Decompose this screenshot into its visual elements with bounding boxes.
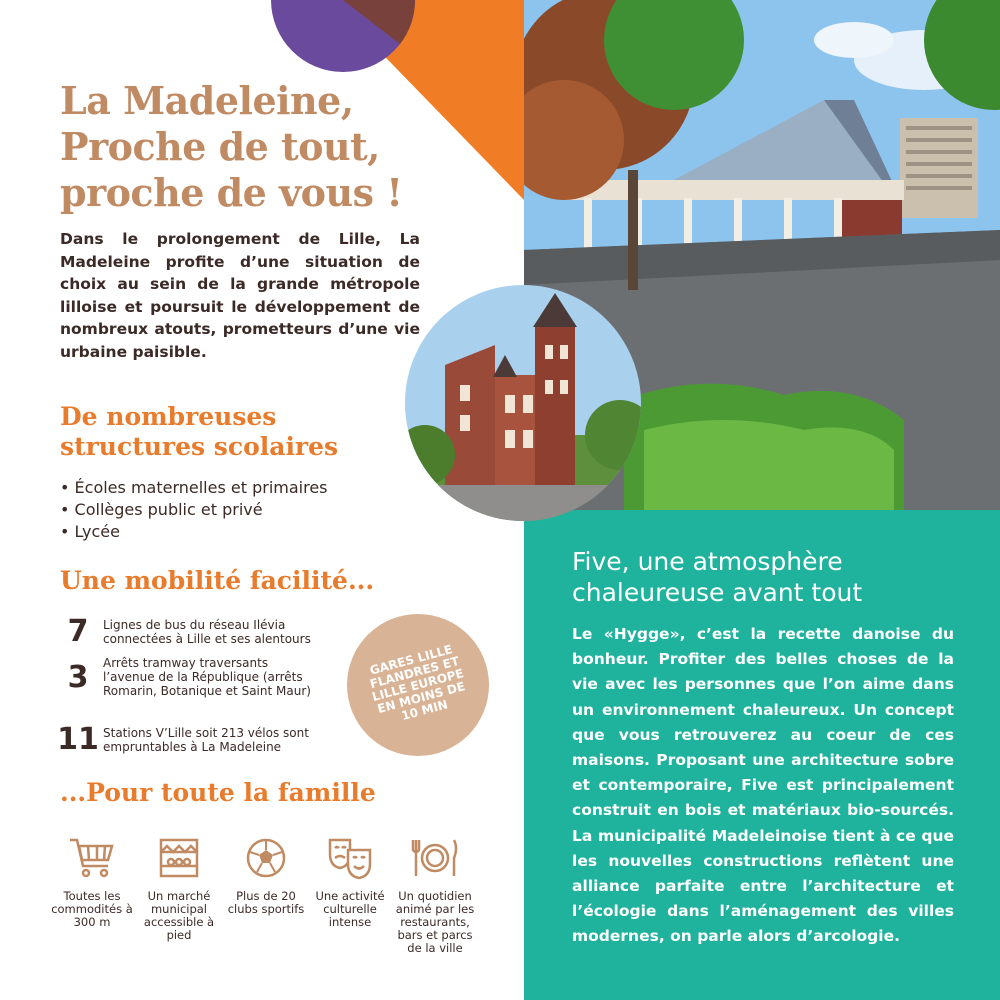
page-title	[60, 78, 480, 216]
shopping-cart-icon	[68, 836, 116, 880]
schools-heading-line: structures scolaires	[60, 432, 339, 461]
stat-text: Stations V’Lille soit 213 vélos sont empruntables à La Madeleine	[103, 725, 309, 754]
family-item-label: Une activité culturelle intense	[315, 889, 385, 929]
intro-paragraph: Dans le prolongement de Lille, La Madeleine profite d’une situation de choix au sein de la grande métropole lilloise et poursuit le développement de nombreux atouts, prometteurs d’une vie urbaine paisible.	[60, 230, 420, 361]
family-heading: ...Pour toute la famille	[60, 778, 376, 807]
train-stations-badge	[347, 614, 489, 756]
family-item-shopping	[50, 836, 134, 929]
list-item: • Lycée	[60, 521, 328, 543]
title-line: Proche de tout,	[60, 124, 380, 169]
schools-heading-line: De nombreuses	[60, 402, 277, 431]
mobility-stat-tram	[55, 656, 375, 698]
town-hall-photo	[405, 285, 641, 521]
stat-number: 3	[67, 659, 89, 695]
title-line: La Madeleine,	[60, 78, 354, 123]
title-line: proche de vous !	[60, 170, 403, 215]
family-item-market	[137, 836, 221, 942]
stat-text: Arrêts tramway traversants l’avenue de la République (arrêts Romarin, Botanique et Saint Maur)	[103, 656, 311, 698]
family-item-label: Un marché municipal accessible à pied	[143, 889, 215, 942]
family-item-sports	[224, 836, 308, 916]
mobility-stat-bus	[55, 614, 375, 649]
family-item-restaurants	[393, 836, 477, 955]
five-paragraph: Le «Hygge», c’est la recette danoise du bonheur. Profiter des belles choses de la vie avec les personnes que l’on aime dans un environnement chaleureux. Un concept que vous retrouverez au coeur de ces maisons. Proposant une architecture sobre et contemporaire, Five est principalement construit en bois et matériaux bio-sourcés. La municipalité Madeleinoise tient à ce que les nouvelles constructions reflètent une alliance parfaite entre l’architecture et l’écologie dans l’aménagement des villes modernes, on parle alors d’arcologie.	[572, 625, 954, 946]
list-item: • Écoles maternelles et primaires	[60, 477, 328, 499]
soccer-ball-icon	[244, 836, 288, 880]
mobility-stat-vlille	[55, 722, 375, 757]
theater-masks-icon	[326, 836, 374, 880]
five-heading-line: chaleureuse avant tout	[572, 578, 863, 607]
plate-cutlery-icon	[411, 836, 459, 880]
list-item: • Collèges public et privé	[60, 499, 328, 521]
stat-number: 11	[57, 722, 99, 757]
five-heading-line: Five, une atmosphère	[572, 547, 843, 576]
mobility-heading: Une mobilité facilité...	[60, 566, 375, 595]
family-item-label: Plus de 20 clubs sportifs	[227, 889, 305, 916]
family-item-label: Toutes les commodités à 300 m	[51, 889, 133, 929]
badge-text: GARES LILLE FLANDRES ET LILLE EUROPE EN MOINS DE 10 MIN	[368, 641, 467, 723]
market-stall-icon	[157, 836, 201, 880]
five-heading	[572, 546, 972, 608]
schools-list	[60, 477, 328, 543]
schools-heading	[60, 402, 338, 462]
family-item-culture	[308, 836, 392, 929]
family-item-label: Un quotidien animé par les restaurants, bars et parcs de la ville	[395, 889, 475, 955]
stat-text: Lignes de bus du réseau Ilévia connectées à Lille et ses alentours	[103, 617, 311, 646]
stat-number: 7	[67, 614, 89, 649]
